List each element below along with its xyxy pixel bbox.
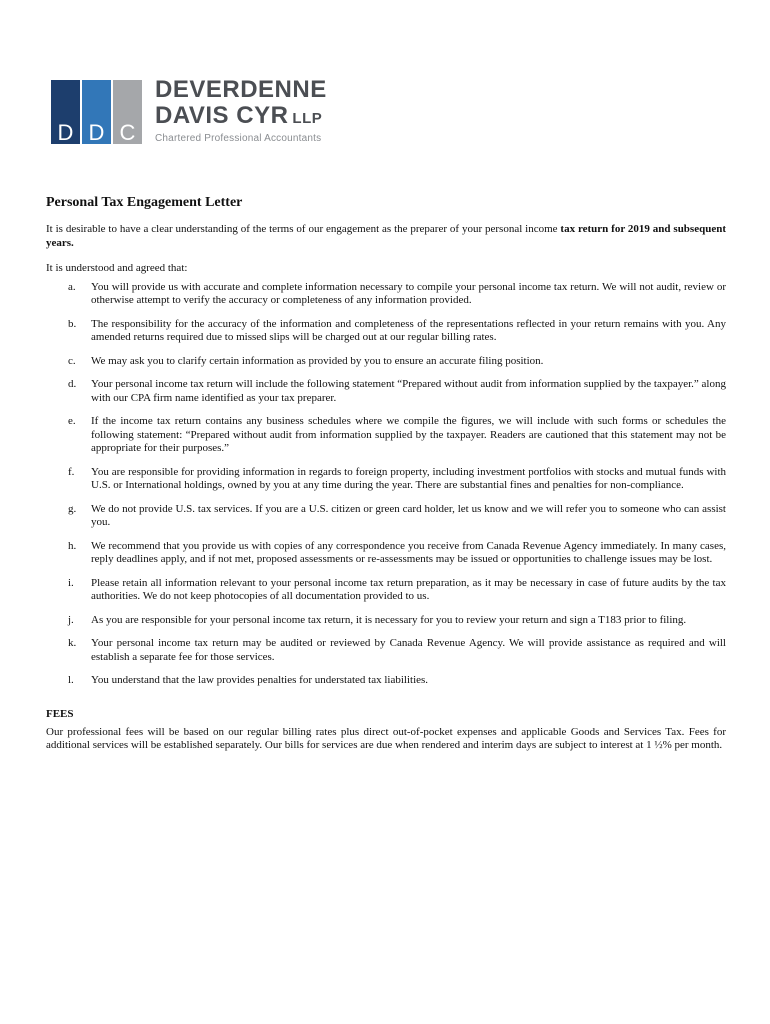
list-item-text: If the income tax return contains any business schedules where we compile the figures, we will include with such forms or schedules the following statement: “Prepared without audit from information supplied by the taxpayer. Readers are cautioned that this statement may not be appropriate for their purposes.” <box>91 415 726 454</box>
list-item <box>46 378 726 405</box>
firm-name-suffix: LLP <box>292 110 323 127</box>
list-item-text: You are responsible for providing information in regards to foreign property, including investment portfolios with stocks and mutual funds with U.S. or International holdings, owned by you at any time during the year. There are substantial fines and penalties for non-compliance. <box>91 465 726 491</box>
list-marker: k. <box>68 637 77 649</box>
list-item-text: We recommend that you provide us with copies of any correspondence you receive from Canada Revenue Agency immediately. In many cases, reply deadlines apply, and if not met, proposed assessments or re-assessments may be issued or opportunities to challenge issues may be lost. <box>91 539 726 565</box>
fees-paragraph: Our professional fees will be based on our regular billing rates plus direct out-of-pocket expenses and applicable Goods and Services Tax. Fees for additional services will be established separately. Our bills for services are due when rendered and interim days are subject to interest at 1 ½% per month. <box>46 725 726 751</box>
list-item-text: You understand that the law provides penalties for understated tax liabilities. <box>91 674 429 686</box>
terms-list <box>46 281 726 688</box>
firm-name-main: DAVIS CYR <box>155 102 289 129</box>
list-item <box>46 577 726 604</box>
agreed-paragraph: It is understood and agreed that: <box>46 262 188 274</box>
logo-monogram-letter: D <box>88 120 105 145</box>
intro-paragraph <box>46 223 726 250</box>
list-item-text: As you are responsible for your personal income tax return, it is necessary for you to review your return and sign a T183 prior to filing. <box>91 613 687 626</box>
list-item <box>46 281 726 308</box>
letter-body <box>46 195 726 753</box>
list-item-text: You will provide us with accurate and complete information necessary to compile your personal income tax return. We will not audit, review or otherwise attempt to verify the accuracy or completeness of any information provided. <box>91 280 726 306</box>
list-marker: g. <box>68 502 77 515</box>
fees-heading: FEES <box>46 707 74 720</box>
list-marker: j. <box>68 613 74 626</box>
list-item-text: We do not provide U.S. tax services. If you are a U.S. citizen or green card holder, let us know and we will refer you to someone who can assist you. <box>91 502 726 528</box>
firm-name-line2 <box>155 102 322 130</box>
logo-monogram-letter: C <box>119 120 136 145</box>
list-marker: a. <box>68 280 76 293</box>
firm-logo <box>51 76 351 146</box>
intro-text: It is desirable to have a clear understanding of the terms of our engagement as the preparer of your personal income <box>46 223 561 235</box>
list-marker: d. <box>68 378 77 390</box>
list-item-text: Your personal income tax return will include the following statement “Prepared without audit from information supplied by the taxpayer.” along with our CPA firm name identified as your tax preparer. <box>91 378 726 404</box>
list-item <box>46 415 726 456</box>
list-item-text: Your personal income tax return may be audited or reviewed by Canada Revenue Agency. We will provide assistance as required and will establish a separate fee for those services. <box>91 637 726 663</box>
logo-monogram-letter: D <box>57 120 74 145</box>
list-item-text: We may ask you to clarify certain information as provided by you to ensure an accurate filing position. <box>91 354 544 367</box>
list-item <box>46 540 726 567</box>
list-marker: h. <box>68 539 77 552</box>
list-item-text: Please retain all information relevant to your personal income tax return preparation, as it may be necessary in case of future audits by the tax authorities. We do not keep photocopies of all documentation provided to us. <box>91 576 726 602</box>
list-item <box>46 318 726 345</box>
list-item <box>46 674 726 688</box>
intro-bold-text: tax return for 2019 and subsequent years. <box>46 223 726 249</box>
list-item <box>46 466 726 493</box>
firm-tagline: Chartered Professional Accountants <box>155 133 322 144</box>
list-item-text: The responsibility for the accuracy of the information and completeness of the representations reflected in your return remains with you. Any amended returns required due to missed slips will be charged out at our regular billing rates. <box>91 317 726 343</box>
list-marker: f. <box>68 465 75 478</box>
letter-title: Personal Tax Engagement Letter <box>46 195 243 210</box>
list-item <box>46 503 726 530</box>
list-marker: c. <box>68 354 76 367</box>
list-item <box>46 614 726 628</box>
list-marker: l. <box>68 674 74 686</box>
list-marker: i. <box>68 576 74 589</box>
list-item <box>46 637 726 664</box>
firm-name-line1: DEVERDENNE <box>155 76 327 103</box>
list-marker: e. <box>68 415 76 427</box>
list-item <box>46 355 726 369</box>
list-marker: b. <box>68 317 77 330</box>
